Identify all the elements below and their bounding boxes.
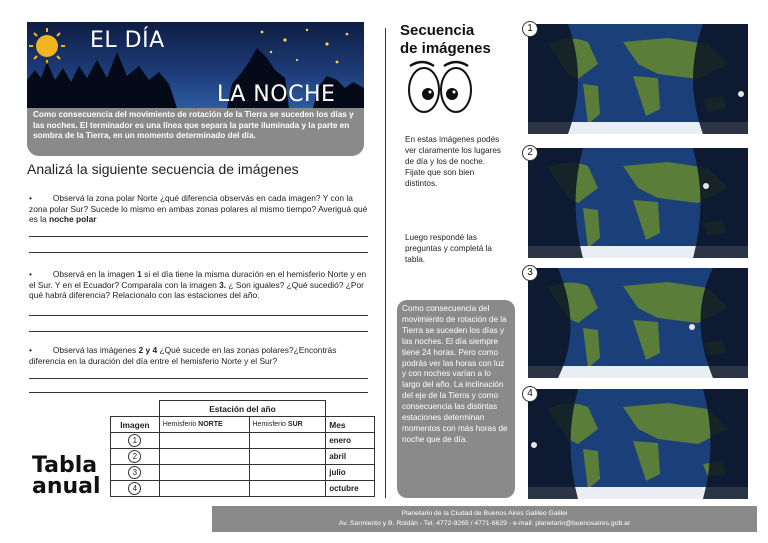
answer-line xyxy=(29,378,368,379)
tabla-label-1: Tabla xyxy=(32,453,98,478)
table-row xyxy=(111,481,375,497)
map-number-2: 2 xyxy=(522,145,538,161)
cell-sur[interactable] xyxy=(249,433,326,449)
cell-norte[interactable] xyxy=(159,433,249,449)
table-row xyxy=(111,433,375,449)
sequence-text-2: Luego respondé las preguntas y completá la tabla. xyxy=(405,233,492,264)
question-3-text: ¿Qué sucede en las zonas polares?¿Encontrás diferencia en la duración del día entre el hemisferio Norte y el Sur? xyxy=(29,345,337,366)
sequence-title xyxy=(400,22,491,58)
table-row xyxy=(111,465,375,481)
sequence-title-2: de imágenes xyxy=(400,40,491,57)
title-night: LA NOCHE xyxy=(217,82,336,107)
tabla-label-2: anual xyxy=(32,474,101,499)
question-1 xyxy=(29,193,369,225)
footer xyxy=(212,506,757,532)
bullet: • xyxy=(29,193,53,203)
cell-mes: enero xyxy=(326,433,375,449)
annual-table xyxy=(110,400,375,497)
earth-map-2 xyxy=(528,148,748,258)
col-sur xyxy=(249,417,326,433)
map-number-1: 1 xyxy=(522,21,538,37)
sun-icon xyxy=(29,28,65,64)
tabla-anual-label xyxy=(32,455,101,497)
answer-line xyxy=(29,236,368,237)
col-sur-label: SUR xyxy=(287,421,303,428)
row-number: 4 xyxy=(128,482,141,495)
cell-mes: octubre xyxy=(326,481,375,497)
section-heading: Analizá la siguiente secuencia de imágenes xyxy=(27,161,299,177)
row-number: 1 xyxy=(128,434,141,447)
col-norte-label: NORTE xyxy=(198,421,223,428)
cell-sur[interactable] xyxy=(249,481,326,497)
col-sur-prefix: Hemisferio xyxy=(252,421,288,428)
bullet: • xyxy=(29,269,53,279)
question-1-bold: noche polar xyxy=(49,214,97,224)
col-mes: Mes xyxy=(326,417,375,433)
sequence-title-1: Secuencia xyxy=(400,22,475,39)
col-norte xyxy=(159,417,249,433)
question-2-text: ¿ Son iguales? ¿Qué sucedió? ¿Por qué habrá diferencia? Relacionalo con las estaciones del año. xyxy=(29,279,364,300)
column-divider xyxy=(385,28,386,498)
footer-line-2: Av. Sarmiento y B. Roldán - Tel. 4772-9265 / 4771-6629 - e-mail: planetario@buenosaires.gob.ar xyxy=(338,520,631,527)
cell-norte[interactable] xyxy=(159,449,249,465)
table-row xyxy=(111,449,375,465)
row-number: 3 xyxy=(128,466,141,479)
row-number: 2 xyxy=(128,450,141,463)
question-3 xyxy=(29,345,369,366)
info-box: Como consecuencia del movimiento de rotación de la Tierra se suceden los días y las noches. El día siempre tiene 24 horas. Pero como podrás ver las horas con luz y con noches varían a lo largo del año. La inclinación del eje de la Tierra y como consecuencia las distintas estaciones determinan momentos con más horas de noche que de día. xyxy=(397,300,515,498)
bullet: • xyxy=(29,345,53,355)
cell-mes: abril xyxy=(326,449,375,465)
cell-norte[interactable] xyxy=(159,465,249,481)
question-3-text: Observá las imágenes xyxy=(52,345,139,355)
earth-map-1 xyxy=(528,24,748,134)
title-day: EL DÍA xyxy=(90,28,165,53)
question-3-bold: 2 y 4 xyxy=(138,345,158,355)
map-number-3: 3 xyxy=(522,265,538,281)
cell-sur[interactable] xyxy=(249,465,326,481)
map-number-4: 4 xyxy=(522,386,538,402)
question-2-text: si el día tiene la misma duración en el hemisferio Norte y en el Sur. Y en el Ecuador? Comparala con la imagen xyxy=(29,269,367,290)
sequence-text-1: En estas imágenes podés ver claramente los lugares de día y los de noche. Fijate que son bien distintos. xyxy=(405,135,502,188)
eyes-icon xyxy=(404,58,476,118)
footer-line-1: Planetario de la Ciudad de Buenos Aires Galileo Galilei xyxy=(401,510,568,517)
earth-map-3 xyxy=(528,268,748,378)
question-2-text: Observá en la imagen xyxy=(52,269,138,279)
earth-map-4 xyxy=(528,389,748,499)
cell-norte[interactable] xyxy=(159,481,249,497)
answer-line xyxy=(29,331,368,332)
answer-line xyxy=(29,392,368,393)
header-banner xyxy=(27,22,364,108)
intro-text: Como consecuencia del movimiento de rotación de la Tierra se suceden los días y las noches. El terminador es una línea que separa la parte iluminada y la parte en sombra de la Tierra, en un momento determinado del día. xyxy=(27,108,364,156)
answer-line xyxy=(29,315,368,316)
cell-sur[interactable] xyxy=(249,449,326,465)
answer-line xyxy=(29,252,368,253)
question-2 xyxy=(29,269,369,301)
question-1-text: Observá la zona polar Norte ¿qué diferencia observás en cada imagen? Y con la zona polar Sur? Sucede lo mismo en ambas zonas polares al mismo tiempo? Averiguá qué es la xyxy=(29,193,368,224)
season-header: Estación del año xyxy=(159,401,325,417)
question-2-bold: 3. xyxy=(219,279,227,290)
col-imagen: Imagen xyxy=(111,417,160,433)
question-2-bold: 1 xyxy=(137,269,142,279)
col-norte-prefix: Hemisferio xyxy=(162,421,199,428)
cell-mes: julio xyxy=(326,465,375,481)
